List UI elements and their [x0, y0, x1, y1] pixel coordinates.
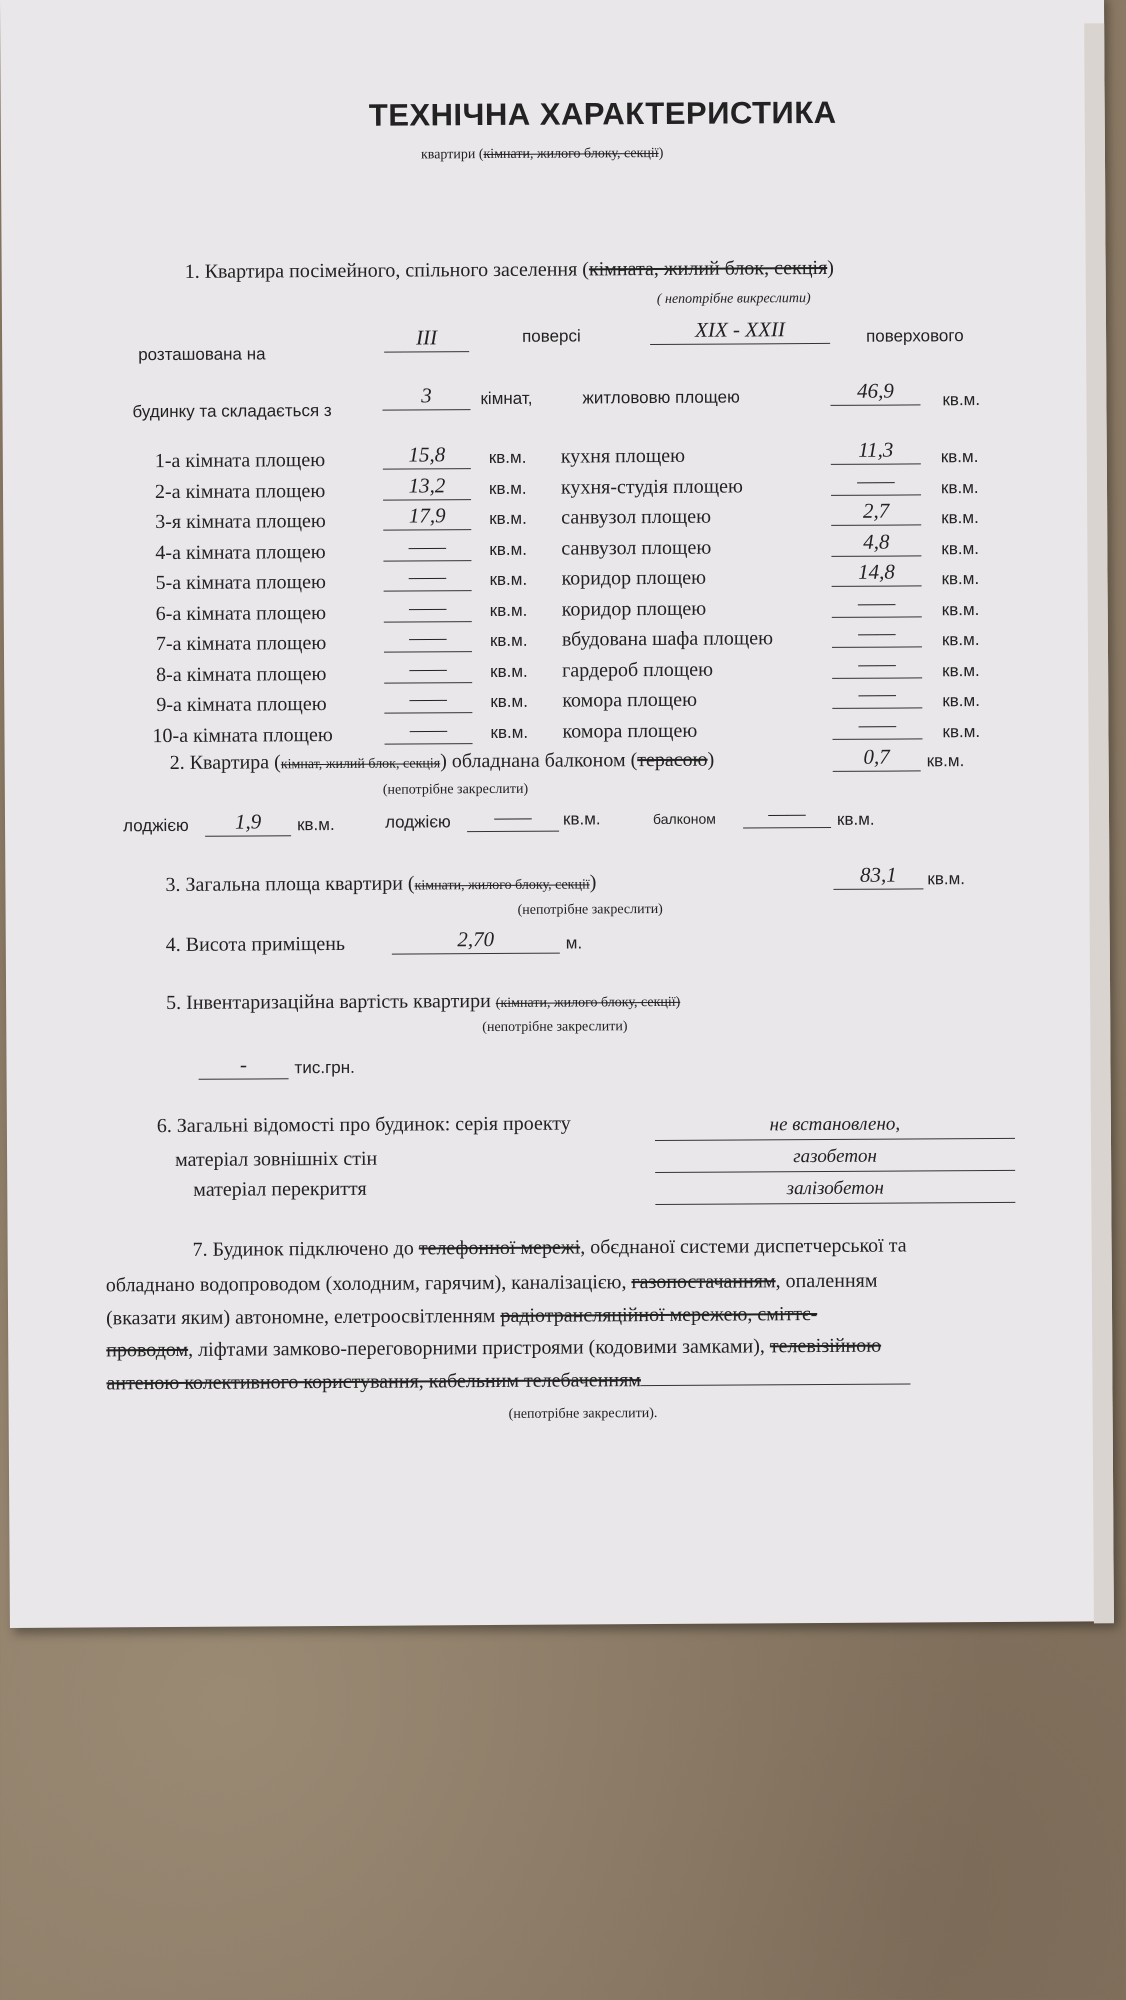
room-label: 1-а кімната площею	[154, 449, 326, 473]
section-5-heading: 5. Інвентаризаційна вартість квартири (кімнати, жилого блоку, секції)	[166, 990, 681, 1015]
section-7-line-5: антеною колективного користування, кабельним телебаченням	[106, 1367, 911, 1395]
room-area-unit: кв.м.	[489, 600, 528, 620]
section-3-note: (непотрібне закреслити)	[517, 901, 663, 918]
document-title: ТЕХНІЧНА ХАРАКТЕРИСТИКА	[368, 94, 837, 133]
floor-label: поверсі	[522, 326, 581, 346]
loggia-1-unit: кв.м.	[296, 814, 335, 835]
room-label: 5-а кімната площею	[155, 571, 326, 595]
document-subtitle: квартири (кімнати, жилого блоку, секції)	[420, 145, 664, 163]
floor-material-label: матеріал перекриття	[193, 1177, 367, 1201]
section-1-note: ( непотрібне викреслити)	[656, 291, 811, 307]
living-area-unit: кв.м.	[942, 390, 981, 410]
other-space-label: кухня-студія площею	[560, 474, 743, 499]
ceiling-height-unit: м.	[565, 933, 583, 953]
section-2-note: (непотрібне закреслити)	[382, 781, 529, 798]
room-label: 3-я кімната площею	[155, 510, 326, 534]
room-area-value: ——	[383, 564, 471, 592]
other-space-label: гардероб площею	[562, 658, 714, 682]
balcony-2-label: балконом	[652, 810, 716, 828]
room-area-unit: кв.м.	[490, 661, 528, 681]
balcony-value: 0,7	[833, 744, 921, 772]
section-7-line-2: обладнано водопроводом (холодним, гарячим), каналізацією, газопостачанням, опаленням	[105, 1269, 878, 1297]
section-5-note: (непотрібне закреслити)	[482, 1019, 628, 1036]
loggia-2-value: ——	[467, 805, 559, 833]
room-area-value: ——	[384, 625, 472, 653]
other-space-value: ——	[831, 468, 921, 496]
other-space-value: 4,8	[831, 529, 921, 557]
floors-label: поверхового	[866, 326, 964, 346]
ceiling-height-value: 2,70	[392, 927, 560, 955]
other-space-unit: кв.м.	[940, 447, 979, 467]
room-label: 8-а кімната площею	[156, 662, 327, 686]
other-space-label: кухня площею	[560, 444, 686, 468]
section-3-heading: 3. Загальна площа квартири (кімнати, жилого блоку, секції)	[165, 871, 597, 897]
other-space-unit: кв.м.	[941, 599, 980, 619]
other-space-value: ——	[832, 651, 922, 679]
other-space-label: коридор площею	[561, 597, 707, 621]
room-area-unit: кв.м.	[488, 478, 527, 498]
other-space-label: комора площею	[562, 688, 698, 712]
room-area-value: ——	[384, 656, 472, 684]
other-space-unit: кв.м.	[942, 721, 981, 741]
section-1-heading: 1. Квартира посімейного, спільного заселення (кімната, жилий блок, секція)	[184, 256, 834, 283]
other-space-unit: кв.м.	[940, 477, 979, 497]
located-label: розташована на	[138, 344, 266, 365]
room-label: 6-а кімната площею	[155, 601, 327, 625]
other-space-label: вбудована шафа площею	[561, 627, 774, 651]
inventory-unit: тис.грн.	[294, 1057, 355, 1078]
rooms-count-value: 3	[382, 383, 470, 411]
other-space-unit: кв.м.	[941, 508, 979, 528]
room-area-value: ——	[383, 534, 471, 562]
floor-material-value: залізобетон	[655, 1176, 1015, 1205]
other-space-value: 14,8	[831, 559, 921, 587]
other-space-label: комора площею	[562, 719, 698, 743]
other-space-unit: кв.м.	[941, 630, 980, 650]
other-space-unit: кв.м.	[942, 691, 980, 711]
section-7-line-3: (вказати яким) автономне, елетроосвітленням радіотрансляційної мережею, сміттє-	[105, 1303, 818, 1330]
section-7-line-1: 7. Будинок підключено до телефонної мережі, обєднаної системи диспетчерської та	[192, 1234, 907, 1261]
rooms-label: кімнат,	[480, 388, 533, 409]
loggia-1-value: 1,9	[205, 809, 291, 837]
room-area-value: 17,9	[383, 503, 471, 531]
room-area-unit: кв.м.	[489, 539, 528, 559]
walls-label: матеріал зовнішніх стін	[175, 1147, 378, 1171]
other-space-value: ——	[832, 620, 922, 648]
room-area-unit: кв.м.	[489, 569, 528, 590]
room-area-value: 13,2	[383, 473, 471, 501]
other-space-value: 2,7	[831, 498, 921, 526]
room-area-unit: кв.м.	[490, 691, 528, 712]
room-label: 7-а кімната площею	[155, 632, 327, 656]
project-series-value: не встановлено,	[655, 1112, 1015, 1141]
walls-value: газобетон	[655, 1144, 1015, 1173]
balcony-unit: кв.м.	[926, 751, 965, 771]
room-area-unit: кв.м.	[489, 508, 527, 529]
other-space-value: ——	[832, 712, 922, 740]
other-space-unit: кв.м.	[941, 569, 980, 589]
other-space-label: коридор площею	[561, 566, 707, 590]
other-space-value: ——	[832, 681, 922, 709]
house-label: будинку та складається з	[132, 400, 332, 422]
room-area-value: 15,8	[383, 442, 471, 470]
room-area-unit: кв.м.	[488, 447, 527, 468]
room-label: 4-а кімната площею	[155, 540, 326, 564]
page-edge	[1084, 23, 1114, 1623]
other-space-unit: кв.м.	[942, 660, 980, 680]
section-7-note: (непотрібне закреслити).	[508, 1406, 658, 1422]
room-area-unit: кв.м.	[490, 722, 529, 742]
room-label: 2-а кімната площею	[154, 479, 326, 503]
living-area-value: 46,9	[830, 378, 920, 406]
room-label: 9-а кімната площею	[156, 693, 327, 717]
room-label: 10-а кімната площею	[152, 723, 333, 747]
loggia-2-label: лоджією	[384, 812, 451, 832]
other-space-value: 11,3	[831, 437, 921, 465]
balcony-2-value: ——	[743, 801, 831, 829]
room-area-value: ——	[384, 686, 472, 714]
other-space-label: санвузол площею	[561, 536, 712, 560]
section-4-heading: 4. Висота приміщень	[165, 932, 346, 957]
inventory-value: -	[198, 1052, 288, 1080]
balcony-2-unit: кв.м.	[836, 809, 875, 829]
loggia-2-unit: кв.м.	[562, 809, 601, 829]
loggia-1-label: лоджією	[122, 815, 189, 836]
total-area-value: 83,1	[833, 862, 923, 890]
section-6-heading: 6. Загальні відомості про будинок: серія проекту	[156, 1112, 571, 1138]
room-area-value: ——	[384, 717, 472, 745]
other-space-label: санвузол площею	[561, 505, 712, 529]
room-area-value: ——	[384, 595, 472, 623]
living-area-label: житлововю площею	[582, 387, 740, 408]
other-space-unit: кв.м.	[941, 538, 980, 558]
total-area-unit: кв.м.	[927, 869, 966, 889]
room-area-unit: кв.м.	[489, 630, 528, 651]
floors-value: XIX - XXII	[650, 317, 830, 345]
section-2-heading: 2. Квартира (кімнат, жилий блок, секція) обладнана балконом (терасою)	[169, 748, 715, 774]
floor-value: III	[384, 325, 469, 353]
other-space-value: ——	[832, 590, 922, 618]
section-7-line-4: проводом, ліфтами замково-переговорними пристроями (кодовими замками), телевізійною	[106, 1334, 882, 1362]
